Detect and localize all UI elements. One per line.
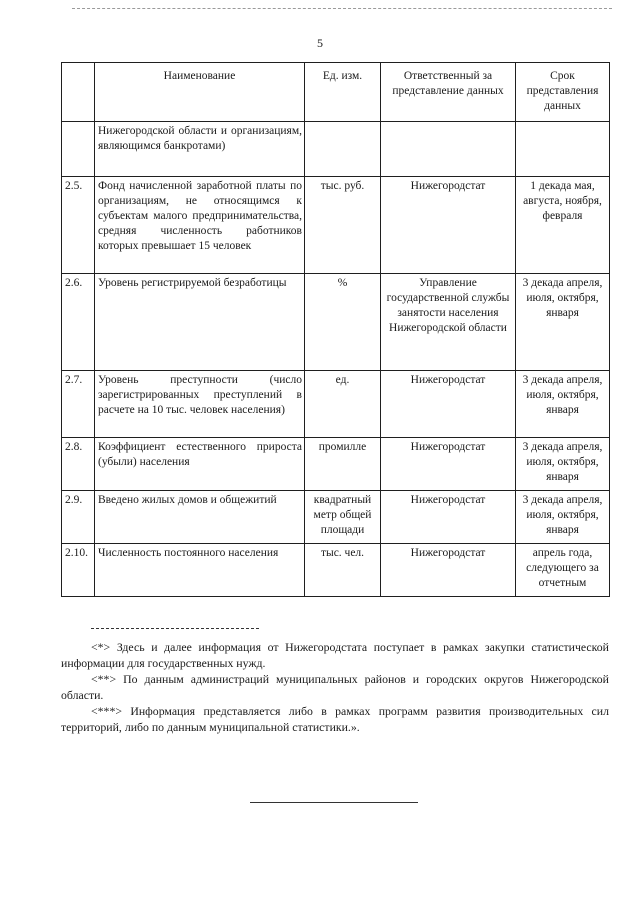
- row-responsible: Нижегородстат: [381, 371, 516, 438]
- header-responsible: Ответственный за представление данных: [381, 63, 516, 122]
- row-name: Численность постоянного населения: [95, 544, 305, 597]
- row-num: [62, 122, 95, 177]
- row-term: апрель года, следующего за отчетным: [516, 544, 610, 597]
- row-num: 2.9.: [62, 491, 95, 544]
- row-responsible: Нижегородстат: [381, 438, 516, 491]
- row-name: Фонд начисленной заработной платы по организациям, не относящимся к субъектам малого предпринимательства, средняя численность работников которых превышает 15 человек: [95, 177, 305, 274]
- row-responsible: Нижегородстат: [381, 491, 516, 544]
- table-row: [62, 544, 610, 597]
- row-responsible: Нижегородстат: [381, 177, 516, 274]
- scan-top-line: [72, 8, 612, 9]
- indicators-table: [61, 62, 610, 597]
- page-number: 5: [317, 36, 323, 50]
- row-term: 3 декада апреля, июля, октября, января: [516, 371, 610, 438]
- row-term: [516, 122, 610, 177]
- row-unit: [305, 122, 381, 177]
- row-name: Уровень преступности (число зарегистрированных преступлений в расчете на 10 тыс. человек населения): [95, 371, 305, 438]
- footnote: <***> Информация представляется либо в рамках программ развития производительных сил территорий, либо по данным муниципальной статистики.».: [61, 704, 609, 734]
- row-term: 3 декада апреля, июля, октября, января: [516, 491, 610, 544]
- row-name: Коэффициент естественного прироста (убыли) населения: [95, 438, 305, 491]
- row-responsible: Управление государственной службы занятости населения Нижегородской области: [381, 274, 516, 371]
- table-row: [62, 274, 610, 371]
- row-unit: ед.: [305, 371, 381, 438]
- row-unit: тыс. руб.: [305, 177, 381, 274]
- table-row: [62, 177, 610, 274]
- row-num: 2.6.: [62, 274, 95, 371]
- header-name: Наименование: [95, 63, 305, 122]
- row-term: 3 декада апреля, июля, октября, января: [516, 274, 610, 371]
- row-name: Нижегородской области и организациям, являющимся банкротами): [95, 122, 305, 177]
- footnote: <*> Здесь и далее информация от Нижегородстата поступает в рамках закупки статистической информации для государственных нужд.: [61, 640, 609, 670]
- footnotes: [61, 628, 609, 735]
- row-term: 3 декада апреля, июля, октября, января: [516, 438, 610, 491]
- table-row: [62, 491, 610, 544]
- row-unit: %: [305, 274, 381, 371]
- row-unit: промилле: [305, 438, 381, 491]
- row-num: 2.10.: [62, 544, 95, 597]
- row-responsible: [381, 122, 516, 177]
- row-name: Уровень регистрируемой безработицы: [95, 274, 305, 371]
- table-header-row: [62, 63, 610, 122]
- row-num: 2.5.: [62, 177, 95, 274]
- row-name: Введено жилых домов и общежитий: [95, 491, 305, 544]
- header-unit: Ед. изм.: [305, 63, 381, 122]
- row-unit: тыс. чел.: [305, 544, 381, 597]
- header-term: Срок представления данных: [516, 63, 610, 122]
- end-of-document-line: [250, 802, 418, 803]
- header-num: [62, 63, 95, 122]
- row-num: 2.7.: [62, 371, 95, 438]
- table-row: [62, 371, 610, 438]
- row-responsible: Нижегородстат: [381, 544, 516, 597]
- table-row: [62, 122, 610, 177]
- table-row: [62, 438, 610, 491]
- row-num: 2.8.: [62, 438, 95, 491]
- row-term: 1 декада мая, августа, ноября, февраля: [516, 177, 610, 274]
- footnote: <**> По данным администраций муниципальных районов и городских округов Нижегородской области.: [61, 672, 609, 702]
- footnote-separator: [91, 628, 259, 629]
- row-unit: квадратный метр общей площади: [305, 491, 381, 544]
